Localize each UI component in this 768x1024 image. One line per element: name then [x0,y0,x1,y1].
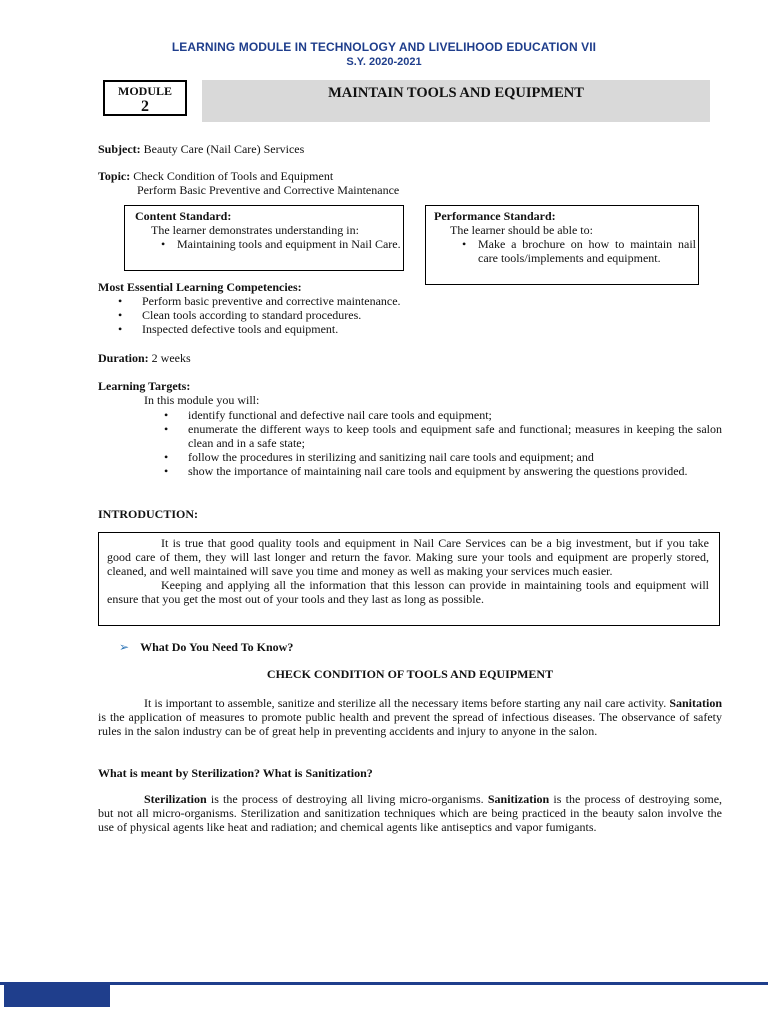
list-item: • Inspected defective tools and equipment. [112,322,672,336]
subject-label: Subject: [98,142,141,156]
list-item: • Clean tools according to standard procedures. [112,308,672,322]
module-number: 2 [141,98,149,115]
para1-bold: Sanitation [669,696,722,710]
list-item: • enumerate the different ways to keep tools and equipment safe and functional; measures in keeping the salon clean and in a safe state; [158,422,722,450]
school-year: S.Y. 2020-2021 [346,56,422,68]
performance-standard-item: • Make a brochure on how to maintain nail care tools/implements and equipment. [456,237,696,265]
topic-line [98,169,333,183]
module-label: MODULE [118,84,172,98]
para1-text-b: is the application of measures to promote public health and prevent the spread of infectious diseases. The observance of safety rules in the salon industry can be of great help in preventing accidents and injury to anyone in the salon. [98,710,722,738]
targets-list [158,408,722,478]
footer-page-block [4,985,110,1007]
list-item: • show the importance of maintaining nail care tools and equipment by answering the questions provided. [158,464,722,478]
list-item: • Perform basic preventive and corrective maintenance. [112,294,672,308]
competencies-list [112,294,672,336]
subject-value: Beauty Care (Nail Care) Services [143,142,305,156]
footer-rule [0,982,768,985]
list-item: • identify functional and defective nail care tools and equipment; [158,408,722,422]
subject-line [98,142,304,156]
introduction-paragraph-1: It is true that good quality tools and equipment in Nail Care Services can be a big investment, but if you take good care of them, they will last longer and return the favor. Making sure your tools and equipment are properly stored, cleaned, and well maintained will save you time and money as well as making your services much easier. [107,536,709,578]
content-standard-box [124,205,404,271]
duration-value: 2 weeks [151,351,191,365]
competencies-heading: Most Essential Learning Competencies: [98,280,302,294]
content-standard-item: • Maintaining tools and equipment in Nail Care. [155,237,401,251]
need-to-know-line [119,640,293,654]
para2-text-b: is the process of destroying some, but not all micro-organisms. Sterilization and sanitization techniques which are being practiced in the beauty salon involve the use of physical agents like heat and radiation; and chemical agents like antiseptics and vapor fumigants. [98,792,723,834]
performance-standard-heading: Performance Standard: [434,209,556,223]
performance-standard-intro: The learner should be able to: [450,223,593,237]
duration-line [98,351,191,365]
topic-label: Topic: [98,169,131,183]
performance-standard-box [425,205,699,285]
module-badge [103,80,187,116]
content-standard-intro: The learner demonstrates understanding in: [151,223,359,237]
sanitation-paragraph [98,696,722,738]
topic-line-1: Check Condition of Tools and Equipment [133,169,334,183]
arrow-bullet-icon: ➢ [119,640,130,654]
section-title: CHECK CONDITION OF TOOLS AND EQUIPMENT [266,667,554,681]
need-to-know-label: What Do You Need To Know? [140,640,294,654]
introduction-heading: INTRODUCTION: [98,507,199,521]
list-item: • follow the procedures in sterilizing and sanitizing nail care tools and equipment; and [158,450,722,464]
topic-line-2: Perform Basic Preventive and Corrective Maintenance [137,183,400,197]
targets-heading: Learning Targets: [98,379,191,393]
para2-text-a: is the process of destroying all living micro-organisms. [210,792,484,806]
document-header-title: LEARNING MODULE IN TECHNOLOGY AND LIVELIHOOD EDUCATION VII [171,40,597,54]
content-standard-heading: Content Standard: [135,209,232,223]
module-title: MAINTAIN TOOLS AND EQUIPMENT [202,80,710,122]
sterilization-question: What is meant by Sterilization? What is Sanitization? [98,766,373,780]
introduction-box [98,532,720,626]
para2-bold-2: Sanitization [487,792,550,806]
introduction-paragraph-2: Keeping and applying all the information that this lesson can provide in maintaining tools and equipment will ensure that you get the most out of your tools and they last as long as possible. [107,578,709,606]
sterilization-paragraph [98,792,722,834]
duration-label: Duration: [98,351,149,365]
para1-text-a: It is important to assemble, sanitize and sterilize all the necessary items before starting any nail care activity. [144,696,667,710]
targets-intro: In this module you will: [144,393,260,407]
para2-bold-1: Sterilization [144,792,207,806]
